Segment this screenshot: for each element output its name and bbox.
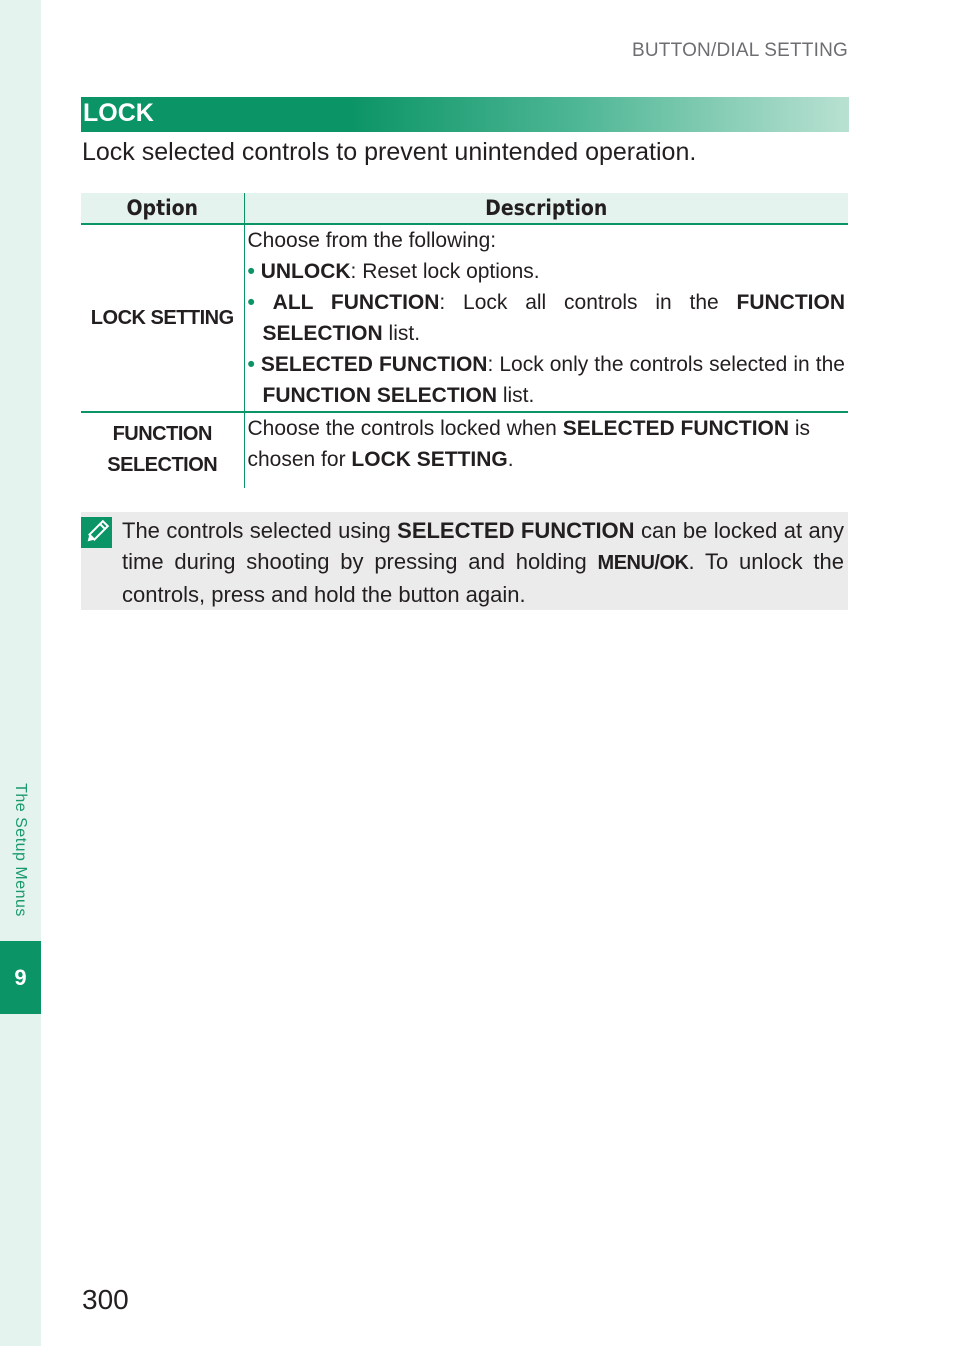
bullet-text: : Lock all controls in the xyxy=(439,291,737,314)
header-description: Description xyxy=(244,193,848,224)
table-row xyxy=(81,412,848,488)
option-lock-setting: LOCK SETTING xyxy=(81,224,244,412)
note-text xyxy=(122,515,844,610)
term-selected-function: SELECTED FUNCTION xyxy=(260,353,488,376)
page-number: 300 xyxy=(82,1284,129,1315)
options-table xyxy=(81,193,848,488)
term-selected-function: SELECTED FUNCTION xyxy=(397,518,635,543)
bullet-tail: list. xyxy=(497,384,535,407)
note-part: can be locked at any time during shooting by pressing and holding xyxy=(122,518,844,574)
side-strip xyxy=(0,0,41,1346)
note-box xyxy=(81,512,848,610)
list-item xyxy=(248,256,846,287)
desc-text: is chosen for xyxy=(247,417,811,471)
chapter-tab[interactable]: 9 xyxy=(0,941,41,1014)
list-item xyxy=(248,287,846,349)
bullet-icon: • xyxy=(247,260,255,283)
option-line: SELECTION xyxy=(107,454,218,476)
term-unlock: UNLOCK xyxy=(260,260,351,283)
desc-text: . xyxy=(507,448,514,471)
list-item xyxy=(248,349,846,411)
chapter-side-label: The Setup Menus xyxy=(12,783,29,917)
term-function-selection: FUNCTION SELECTION xyxy=(262,291,845,345)
table-header-row xyxy=(81,193,848,224)
note-part: . To unlock the controls, press and hold the button again. xyxy=(122,549,845,607)
description-lead: Choose from the following: xyxy=(247,229,497,252)
menu-ok-button-label: MENU/OK xyxy=(597,552,689,574)
description-lock-setting xyxy=(244,224,848,412)
bullet-text: : Reset lock options. xyxy=(350,260,540,283)
table-row xyxy=(81,224,848,412)
bullet-text: : Lock only the controls selected in the xyxy=(487,353,845,376)
bullet-icon: • xyxy=(247,291,255,314)
desc-text: Choose the controls locked when xyxy=(247,417,563,440)
term-selected-function: SELECTED FUNCTION xyxy=(562,417,790,440)
term-function-selection: FUNCTION SELECTION xyxy=(262,384,497,407)
option-line: FUNCTION xyxy=(112,423,212,445)
intro-text: Lock selected controls to prevent unintended operation. xyxy=(82,138,697,166)
option-function-selection xyxy=(81,412,244,488)
note-pencil-icon xyxy=(81,517,112,548)
term-all-function: ALL FUNCTION xyxy=(272,291,440,314)
term-lock-setting: LOCK SETTING xyxy=(351,448,508,471)
header-option: Option xyxy=(81,193,244,224)
description-function-selection xyxy=(244,412,848,488)
bullet-tail: list. xyxy=(382,322,421,345)
note-part: The controls selected using xyxy=(122,518,398,543)
section-title: LOCK xyxy=(81,97,849,132)
bullet-icon: • xyxy=(247,353,255,376)
running-head: BUTTON/DIAL SETTING xyxy=(632,40,848,61)
